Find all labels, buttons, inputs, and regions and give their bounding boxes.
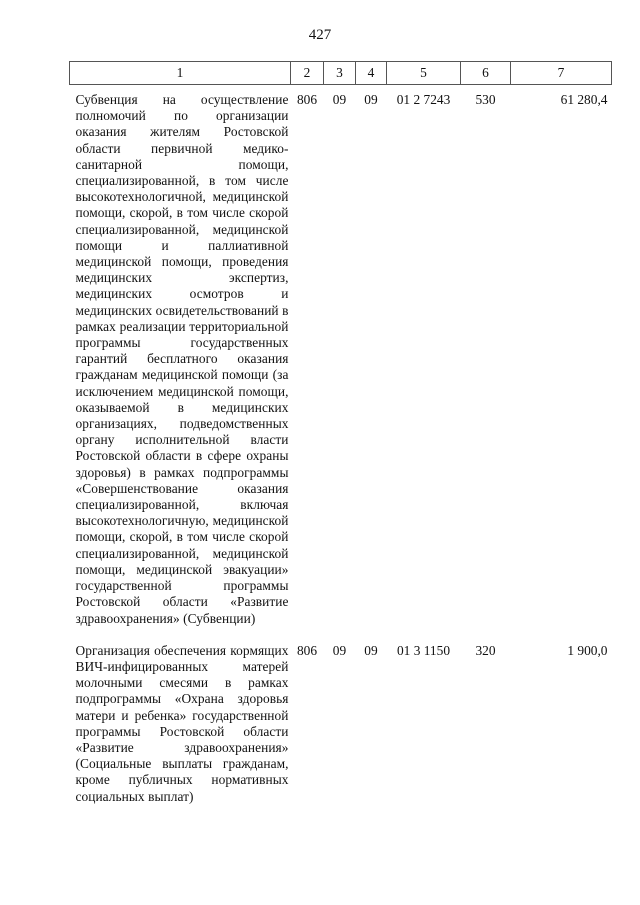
row-description: Субвенция на осуществление полномочий по организации оказания жителям Ростовской области первичной медико-санитарной помощи, специализированной, в том числе высокотехнологичной, медицинской помощи, скорой, в том числе скорой специализированной, медицинской помощи и паллиативной медицинской помощи, проведения медицинских экспертиз, медицинских осмотров и медицинских освидетельствований в рамках реализации территориальной программы государственных гарантий бесплатного оказания гражданам медицинской помощи (за исключением медицинской помощи, оказываемой в медицинских организациях, подведомственных органу исполнительной власти Ростовской области в сфере охраны здоровья) в рамках подпрограммы «Совершенствование оказания специализированной, включая высокотехнологичную, медицинской помощи, скорой, в том числе скорой специализированной, медицинской помощи, медицинской эвакуации» государственной программы Ростовской области «Развитие здравоохранения» (Субвенции) bbox=[75, 92, 289, 626]
column-header-1: 1 bbox=[70, 62, 291, 85]
row-subsection-code: 09 bbox=[364, 92, 378, 107]
row-section-code: 09 bbox=[332, 642, 347, 658]
row-description: Организация обеспечения кормящих ВИЧ-инфицированных матерей молочными смесями в рамках подпрограммы «Охрана здоровья матери и ребенка» государственной программы Ростовской области «Развитие здравоохранения» (Социальные выплаты гражданам, кроме публичных нормативных социальных выплат) bbox=[75, 642, 289, 804]
budget-table bbox=[69, 61, 612, 805]
row-target-article-code: 01 2 7243 bbox=[396, 92, 451, 107]
header-row bbox=[70, 62, 612, 85]
column-header-7: 7 bbox=[511, 62, 612, 85]
row-section-code: 09 bbox=[332, 92, 347, 107]
table-row bbox=[70, 85, 612, 627]
column-header-2: 2 bbox=[291, 62, 324, 85]
row-expense-type-code: 320 bbox=[475, 642, 496, 658]
column-header-4: 4 bbox=[356, 62, 387, 85]
row-amount: 1 900,0 bbox=[567, 642, 608, 658]
page-number: 427 bbox=[308, 27, 332, 43]
row-subsection-code: 09 bbox=[364, 642, 378, 658]
column-header-5: 5 bbox=[387, 62, 461, 85]
column-header-3: 3 bbox=[324, 62, 356, 85]
row-expense-type-code: 530 bbox=[475, 92, 496, 107]
row-ministry-code: 806 bbox=[296, 92, 318, 107]
column-header-6: 6 bbox=[461, 62, 511, 85]
row-ministry-code: 806 bbox=[296, 642, 318, 658]
row-target-article-code: 01 3 1150 bbox=[396, 642, 451, 658]
table-body bbox=[70, 85, 612, 805]
row-amount: 61 280,4 bbox=[560, 92, 608, 107]
table-row bbox=[70, 627, 612, 805]
table-header bbox=[70, 62, 612, 85]
